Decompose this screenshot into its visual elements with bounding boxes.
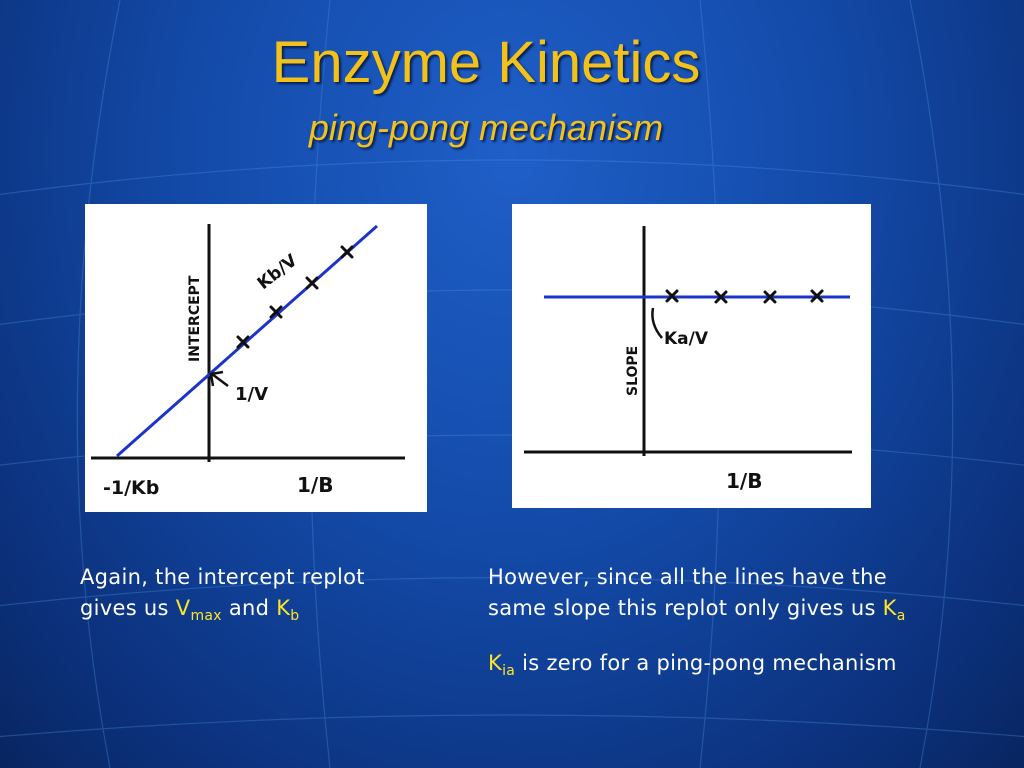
slide-title: Enzyme Kinetics: [271, 30, 701, 95]
slope-pointer: [652, 308, 662, 338]
ka-term: [882, 596, 906, 624]
kia-symbol: K: [488, 651, 503, 675]
caption-line: [488, 648, 1008, 687]
intercept-arrow: [211, 372, 228, 386]
kia-term: [488, 651, 516, 679]
vmax-symbol: V: [175, 596, 191, 620]
kb-term: [276, 596, 300, 624]
y-axis-label: SLOPE: [625, 345, 641, 396]
kia-subscript: ia: [502, 663, 516, 679]
intercept-replot-diagram: [85, 204, 427, 512]
x-axis-label: 1/B: [297, 473, 334, 497]
intercept-replot-panel: [85, 204, 427, 512]
caption-text: gives us: [80, 596, 176, 620]
slope-replot-diagram: [512, 204, 871, 508]
caption-line: However, since all the lines have the: [488, 565, 887, 589]
slope-caption: [488, 562, 1008, 687]
ka-symbol: K: [882, 596, 897, 620]
data-point: [307, 278, 317, 288]
fitted-line: [117, 226, 377, 456]
kb-symbol: K: [276, 596, 291, 620]
caption-text: is zero for a ping-pong mechanism: [515, 651, 897, 675]
vmax-term: [175, 596, 222, 624]
slope-replot-panel: [512, 204, 871, 508]
data-point: [342, 247, 352, 257]
line-label: Kb/V: [253, 250, 302, 294]
x-axis-label: 1/B: [726, 469, 763, 493]
slide-subtitle: ping-pong mechanism: [308, 107, 664, 148]
ka-subscript: a: [896, 608, 906, 624]
intercept-label: 1/V: [235, 384, 269, 405]
intercept-caption: [80, 562, 450, 632]
caption-text: same slope this replot only gives us: [488, 596, 883, 620]
caption-text: and: [221, 596, 277, 620]
caption-line: [80, 593, 450, 632]
caption-line: [488, 593, 1008, 632]
kb-subscript: b: [290, 608, 300, 624]
line-label: Ka/V: [664, 329, 709, 349]
caption-line: Again, the intercept replot: [80, 565, 365, 589]
vmax-subscript: max: [190, 608, 222, 624]
x-intercept-label: -1/Kb: [103, 477, 160, 499]
y-axis-label: INTERCEPT: [187, 275, 203, 362]
